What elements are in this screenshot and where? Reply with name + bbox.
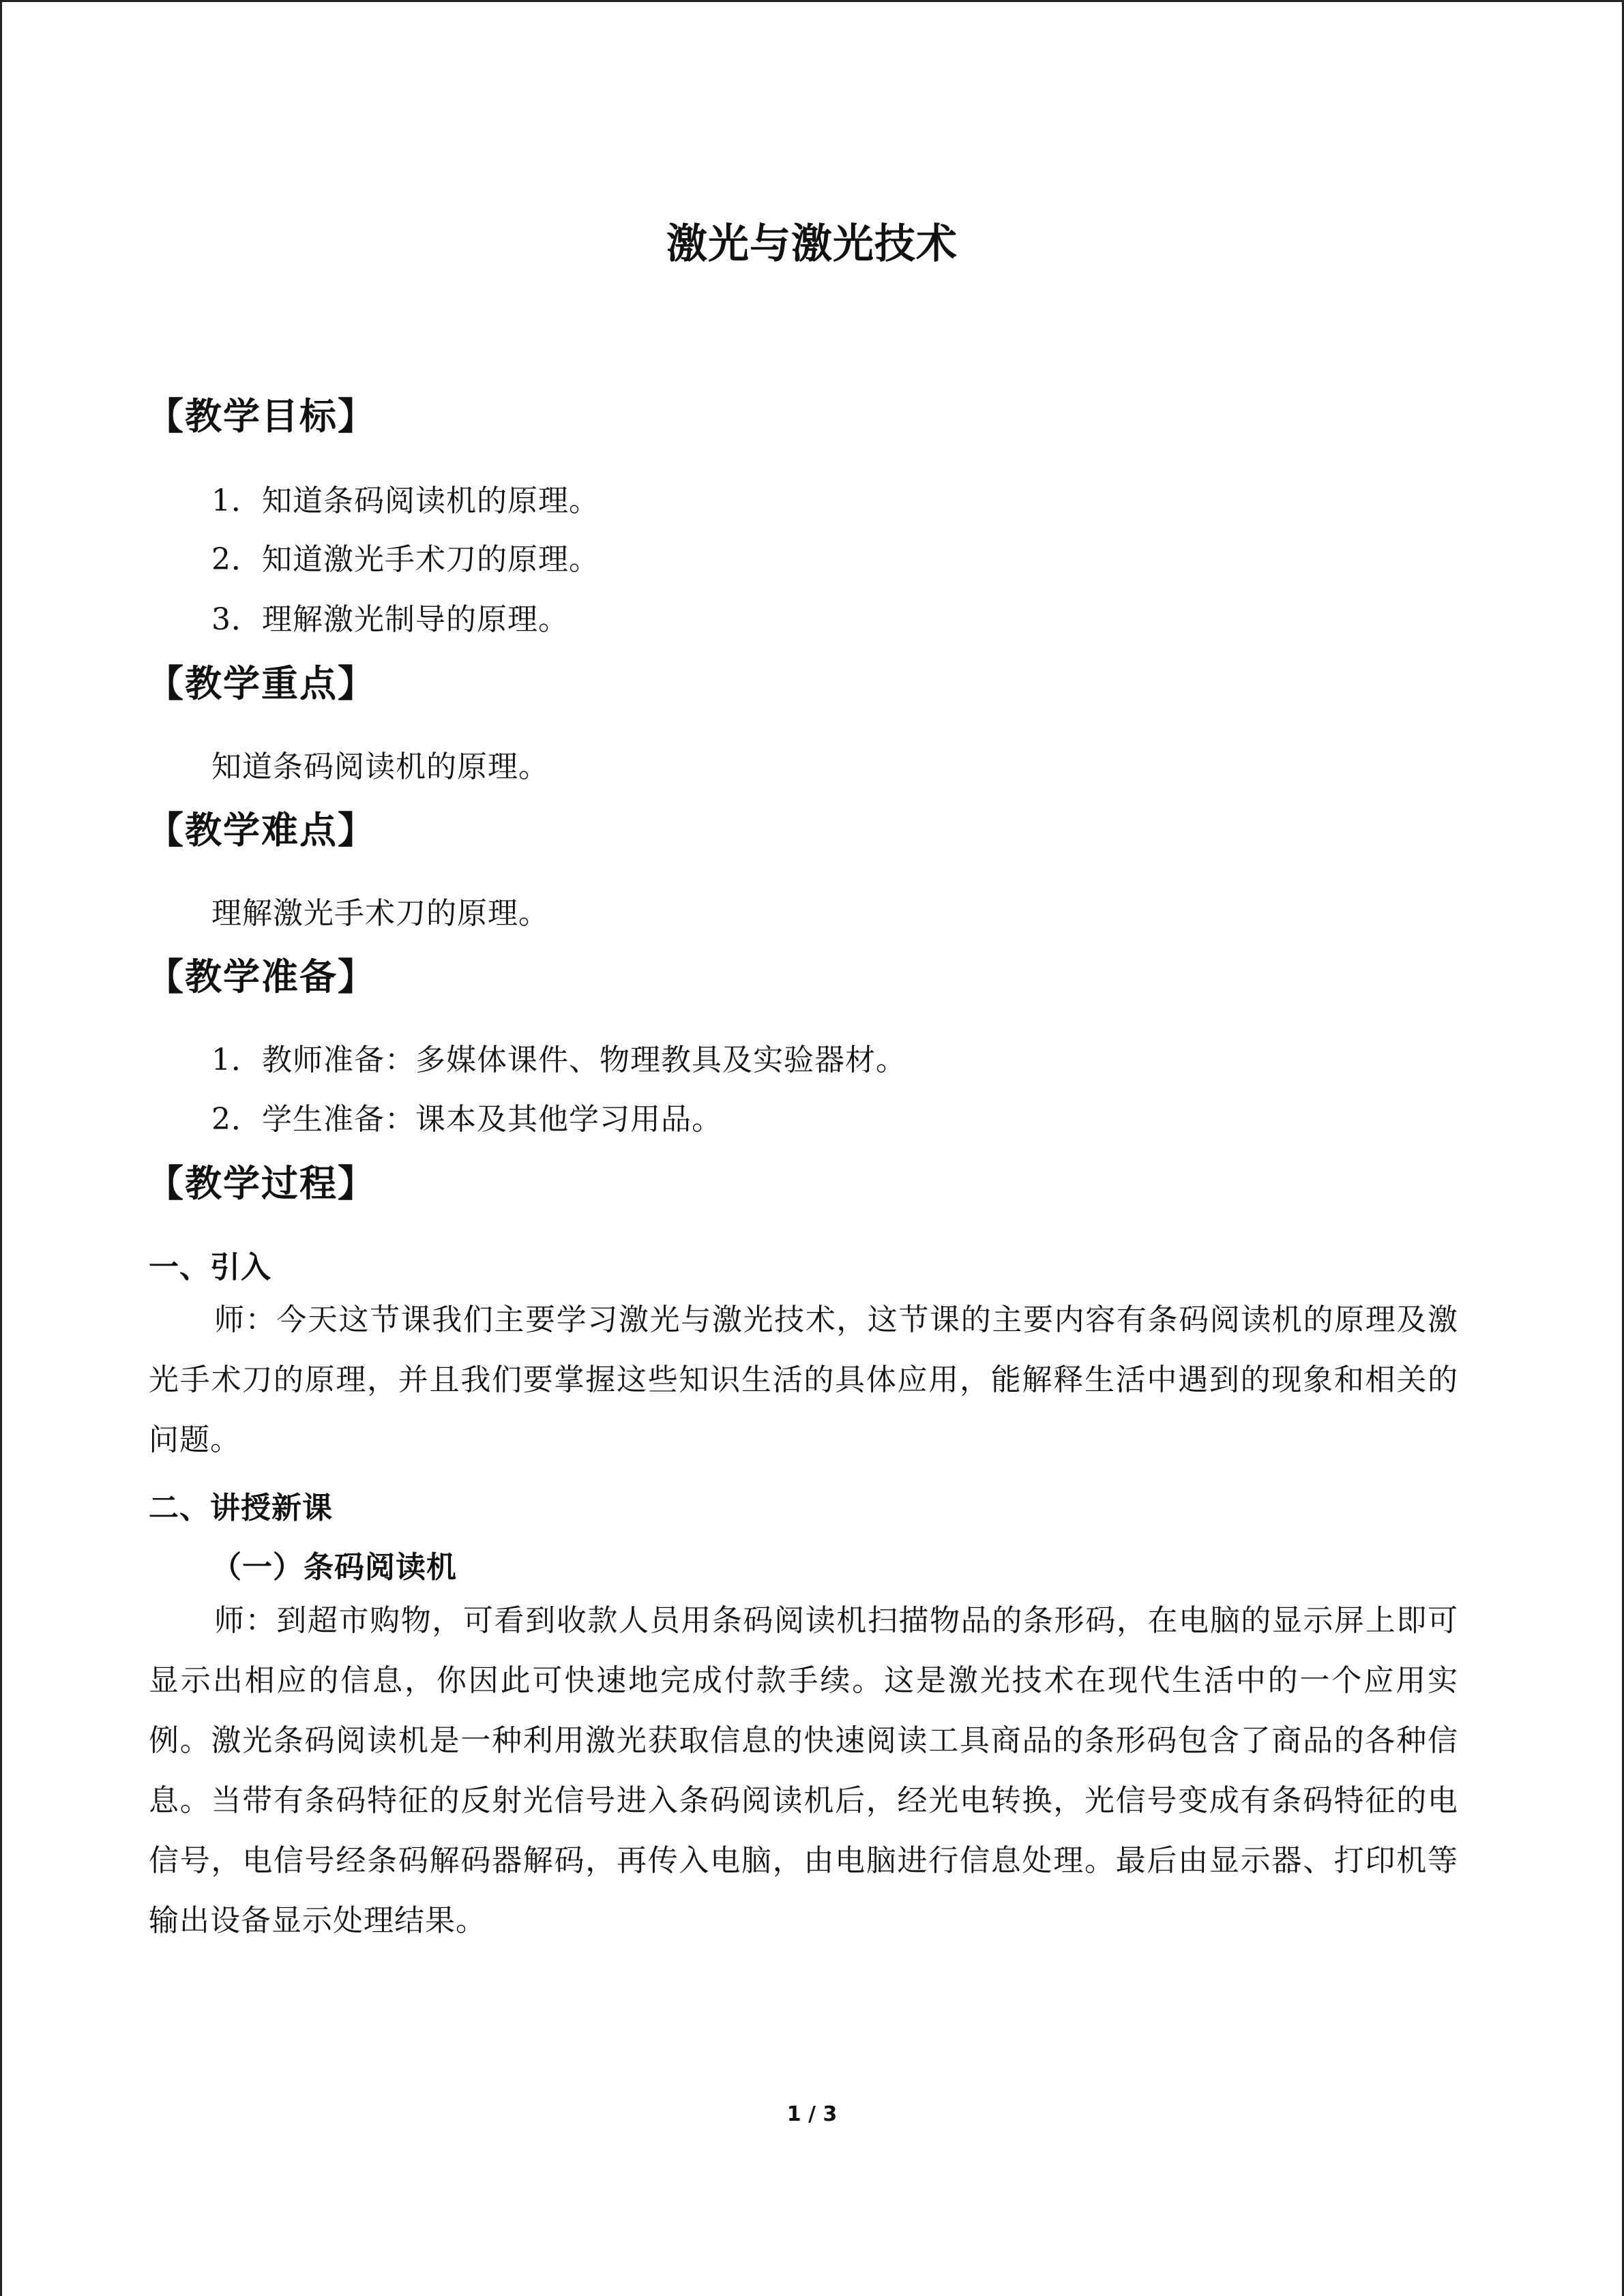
part1-heading: 一、引入 — [149, 1250, 271, 1285]
part1-paragraph: 师：今天这节课我们主要学习激光与激光技术，这节课的主要内容有条码阅读机的原理及激光手术刀的原理，并且我们要掌握这些知识生活的具体应用，能解释生活中遇到的现象和相关的问题。 — [149, 1302, 1458, 1457]
key-points-text: 知道条码阅读机的原理。 — [211, 749, 549, 784]
key-points-heading: 【教学重点】 — [147, 662, 376, 705]
preparation-item-1: 1．教师准备：多媒体课件、物理教具及实验器材。 — [211, 1043, 906, 1077]
sub1-heading: （一）条码阅读机 — [211, 1550, 457, 1585]
page-title: 激光与激光技术 — [666, 220, 958, 268]
objective-item-2: 2．知道激光手术刀的原理。 — [211, 542, 600, 577]
process-heading: 【教学过程】 — [147, 1162, 376, 1205]
preparation-heading: 【教学准备】 — [147, 955, 376, 998]
objective-item-3: 3．理解激光制导的原理。 — [211, 602, 569, 637]
objective-item-1: 1．知道条码阅读机的原理。 — [211, 483, 600, 518]
preparation-item-2: 2．学生准备：课本及其他学习用品。 — [211, 1102, 722, 1137]
sub1-paragraph: 师：到超市购物，可看到收款人员用条码阅读机扫描物品的条形码，在电脑的显示屏上即可显示出相应的信息，你因此可快速地完成付款手续。这是激光技术在现代生活中的一个应用实例。激光条码阅读机是一种利用激光获取信息的快速阅读工具商品的条形码包含了商品的各种信息。当带有条码特征的反射光信号进入条码阅读机后，经光电转换，光信号变成有条码特征的电信号，电信号经条码解码器解码，再传入电脑，由电脑进行信息处理。最后由显示器、打印机等输出设备显示处理结果。 — [149, 1603, 1458, 1938]
page-number: 1 / 3 — [786, 2102, 838, 2126]
difficulties-text: 理解激光手术刀的原理。 — [211, 896, 549, 931]
part2-heading: 二、讲授新课 — [149, 1491, 333, 1525]
objectives-heading: 【教学目标】 — [147, 395, 376, 438]
difficulties-heading: 【教学难点】 — [147, 809, 376, 852]
